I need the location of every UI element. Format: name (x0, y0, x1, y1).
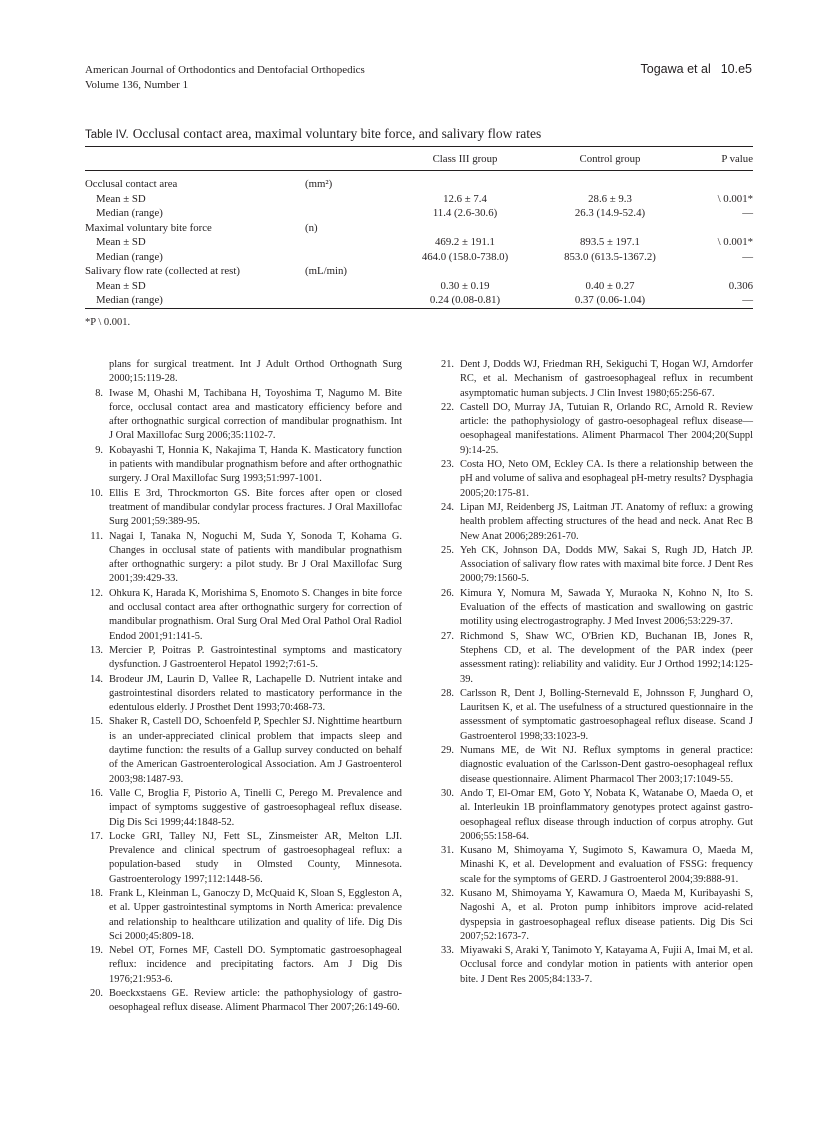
reference-number: 24. (441, 501, 454, 513)
row-label: Salivary flow rate (collected at rest) (85, 265, 240, 277)
table-top-rule (85, 146, 753, 147)
reference-item (85, 387, 402, 444)
cell-class3: 12.6 ± 7.4 (443, 192, 487, 205)
data-table (85, 150, 753, 308)
cell-pvalue (685, 177, 753, 192)
row-unit (305, 279, 395, 294)
journal-name: American Journal of Orthodontics and Dentofacial Orthopedics (85, 64, 365, 76)
reference-number: 20. (90, 988, 103, 1000)
cell-class3: 0.24 (0.08-0.81) (429, 294, 501, 306)
reference-number: 16. (90, 787, 103, 799)
table-row (85, 250, 753, 265)
reference-text: Nebel OT, Fornes MF, Castell DO. Symptomatic gastroesophageal reflux: incidence and precipitating factors. Am J Dig Dis 1976;21:953-6. (109, 945, 402, 985)
cell-pvalue: \ 0.001* (717, 192, 753, 205)
references-right-column (436, 358, 753, 987)
reference-text: Richmond S, Shaw WC, O'Brien KD, Buchanan IB, Jones R, Stephens CD, et al. The development of the PAR index (peer assessment rating): reliability and validity. Eur J Orthod 1992;14:125-39. (460, 630, 753, 685)
cell-pvalue: — (742, 250, 753, 263)
reference-item (85, 444, 402, 487)
row-unit (305, 192, 395, 207)
row-unit (305, 206, 395, 221)
cell-pvalue (685, 221, 753, 236)
reference-number: 27. (441, 630, 454, 642)
table-bottom-rule (85, 308, 753, 309)
reference-text: Ando T, El-Omar EM, Goto Y, Nobata K, Watanabe O, Maeda O, et al. Interleukin 1B proinflammatory genotypes protect against gastro-oesophageal reflux disease through induction of corpus atrophy. Gut 2006;55:158-64. (460, 787, 753, 842)
row-label: Median (range) (96, 294, 163, 306)
reference-item (436, 787, 753, 844)
row-label: Mean ± SD (96, 192, 146, 205)
reference-text: Kusano M, Shimoyama Y, Sugimoto S, Kawamura O, Maeda M, Minashi K, et al. Development and evaluation of FSSG: frequency scale for the symptoms of GERD. J Gastroenterol 2004;39:888-91. (460, 845, 753, 885)
row-unit (305, 235, 395, 250)
cell-class3 (395, 177, 535, 192)
reference-item (85, 644, 402, 673)
reference-number: 17. (90, 830, 103, 842)
col-header-measure (85, 150, 305, 169)
reference-item (436, 630, 753, 687)
reference-text: Costa HO, Neto OM, Eckley CA. Is there a relationship between the pH and volume of saliva and esophageal pH-metry results? Dysphagia 2005;20:175-81. (460, 459, 753, 499)
reference-item (85, 715, 402, 786)
reference-number: 32. (441, 887, 454, 899)
row-unit: (mm²) (305, 178, 333, 190)
cell-control (535, 221, 685, 236)
reference-text: Locke GRI, Talley NJ, Fett SL, Zinsmeister AR, Melton LJI. Prevalence and clinical spectrum of gastroesophageal reflux: a population-based study in Olmsted County, Minnesota. Gastroenterology 1997;112:1448-56. (109, 830, 402, 885)
cell-class3: 11.4 (2.6-30.6) (432, 207, 498, 219)
reference-text: Frank L, Kleinman L, Ganoczy D, McQuaid K, Sloan S, Eggleston A, et al. Upper gastrointestinal symptoms in North America: prevalence and relationship to healthcare utilization and quality of life. Dig Dis Sci 2000;45:809-18. (109, 887, 402, 942)
page-number: 10.e5 (720, 62, 752, 76)
journal-volume: Volume 136, Number 1 (85, 79, 189, 91)
references-left-column (85, 358, 402, 1016)
reference-item (436, 501, 753, 544)
row-unit (305, 293, 395, 308)
cell-pvalue: — (742, 294, 753, 306)
cell-control: 853.0 (613.5-1367.2) (564, 250, 656, 263)
reference-number: 23. (441, 459, 454, 471)
table-label: Table IV. (85, 129, 129, 141)
row-label: Occlusal contact area (85, 178, 178, 190)
reference-item (85, 944, 402, 987)
reference-text: Lipan MJ, Reidenberg JS, Laitman JT. Anatomy of reflux: a growing health problem affecting structures of the head and neck. Anat Rec B New Anat 2006;289:261-70. (460, 501, 753, 542)
cell-control: 28.6 ± 9.3 (588, 192, 632, 205)
reference-text: plans for surgical treatment. Int J Adult Orthod Orthognath Surg 2000;15:119-28. (109, 359, 402, 385)
reference-text: Shaker R, Castell DO, Schoenfeld P, Spechler SJ. Nighttime heartburn is an under-appreciated clinical problem that impacts sleep and daytime function: the results of a Gallup survey conducted on behalf of the American Gastroenterological Association. Am J Gastroenterol 2003;98:1487-93. (109, 716, 402, 785)
running-header-page (631, 62, 752, 76)
table-row (85, 177, 753, 192)
reference-item (85, 587, 402, 644)
cell-class3: 464.0 (158.0-738.0) (421, 250, 509, 263)
reference-number: 26. (441, 587, 454, 599)
reference-item (85, 530, 402, 587)
cell-control: 0.37 (0.06-1.04) (574, 294, 646, 306)
reference-item (436, 844, 753, 887)
reference-item (85, 787, 402, 830)
table-row (85, 279, 753, 294)
reference-number: 9. (95, 444, 103, 456)
reference-text: Dent J, Dodds WJ, Friedman RH, Sekiguchi T, Hogan WJ, Arndorfer RC, et al. Mechanism of gastroesophageal reflux in recumbent asymptomatic human subjects. J Clin Invest 1980;65:256-67. (460, 359, 753, 399)
reference-text: Brodeur JM, Laurin D, Vallee R, Lachapelle D. Nutrient intake and gastrointestinal disorders related to masticatory performance in the edentulous elderly. J Prosthet Dent 1993;70:468-73. (109, 673, 402, 714)
reference-item (85, 487, 402, 530)
reference-text: Boeckxstaens GE. Review article: the pathophysiology of gastro-oesophageal reflux disease. Aliment Pharmacol Ther 2007;26:149-60. (109, 988, 402, 1014)
reference-item (85, 673, 402, 716)
cell-pvalue: 0.306 (728, 279, 753, 292)
reference-number: 13. (90, 644, 103, 656)
reference-item (436, 544, 753, 587)
reference-item (436, 587, 753, 630)
cell-pvalue: — (742, 207, 753, 219)
col-header-class3: Class III group (432, 153, 498, 165)
cell-class3 (395, 264, 535, 279)
reference-text: Yeh CK, Johnson DA, Dodds MW, Sakai S, Rugh JD, Hatch JP. Association of salivary flow rates with maximal bite force. J Dent Res 2000;79:1560-5. (460, 544, 753, 585)
reference-text: Valle C, Broglia F, Pistorio A, Tinelli C, Perego M. Prevalence and impact of symptoms suggestive of gastroesophageal reflux disease. Dig Dis Sci 1999;44:1848-52. (109, 787, 402, 828)
table-title: Occlusal contact area, maximal voluntary bite force, and salivary flow rates (132, 126, 542, 141)
table-header-row (85, 150, 753, 169)
reference-item (436, 687, 753, 744)
reference-number: 19. (90, 945, 103, 957)
cell-control: 0.40 ± 0.27 (585, 279, 635, 292)
row-label: Maximal voluntary bite force (85, 221, 212, 234)
reference-number: 31. (441, 845, 454, 857)
table-row (85, 264, 753, 279)
reference-number: 25. (441, 544, 454, 556)
running-header-journal (85, 63, 365, 93)
reference-number: 29. (441, 745, 454, 757)
row-unit: (mL/min) (305, 265, 347, 277)
reference-text: Ellis E 3rd, Throckmorton GS. Bite forces after open or closed treatment of mandibular condylar process fractures. J Oral Maxillofac Surg 2001;59:389-95. (109, 487, 402, 528)
cell-control (535, 177, 685, 192)
col-header-control: Control group (579, 153, 641, 165)
reference-number: 28. (441, 687, 454, 699)
reference-text: Kimura Y, Nomura M, Sawada Y, Muraoka N, Kohno N, Ito S. Evaluation of the effects of mastication and swallowing on gastric motility using electrogastrography. J Med Invest 2006;53:229-37. (460, 587, 753, 628)
reference-number: 22. (441, 401, 454, 413)
reference-text: Miyawaki S, Araki Y, Tanimoto Y, Katayama A, Fujii A, Imai M, et al. Occlusal force and condylar motion in patients with anterior open bite. J Dent Res 2005;84:133-7. (460, 945, 753, 985)
reference-number: 8. (95, 387, 103, 399)
reference-number: 12. (90, 587, 103, 599)
table-row (85, 221, 753, 236)
cell-control (535, 264, 685, 279)
reference-item (85, 887, 402, 944)
reference-text: Mercier P, Poitras P. Gastrointestinal symptoms and masticatory dysfunction. J Gastroenterol Hepatol 1992;7:61-5. (109, 644, 402, 671)
running-authors: Togawa et al (640, 62, 711, 76)
table-row (85, 235, 753, 250)
row-label: Median (range) (96, 207, 163, 219)
row-label: Median (range) (96, 250, 163, 263)
cell-class3: 469.2 ± 191.1 (435, 236, 495, 248)
reference-text: Kobayashi T, Honnia K, Nakajima T, Handa K. Masticatory function in patients with mandibular prognathism before and after orthognathic surgery. J Oral Maxillofac Surg 1993;51:997-1001. (109, 444, 402, 485)
col-header-unit (305, 150, 395, 169)
reference-number: 21. (441, 359, 454, 370)
reference-item (436, 744, 753, 787)
reference-item (85, 987, 402, 1016)
reference-text: Iwase M, Ohashi M, Tachibana H, Toyoshima T, Nagumo M. Bite force, occlusal contact area and masticatory efficiency before and after orthognathic surgical correction of mandibular prognathism. Int J Oral Maxillofac Surg 2006;35:1102-7. (109, 387, 402, 442)
reference-item (85, 358, 402, 387)
reference-text: Nagai I, Tanaka N, Noguchi M, Suda Y, Sonoda T, Kohama G. Changes in occlusal state of patients with mandibular prognathism after orthognathic surgery: a pilot study. Br J Oral Maxillofac Surg 2001;39:429-33. (109, 530, 402, 585)
row-label: Mean ± SD (96, 236, 146, 248)
reference-number: 10. (90, 487, 103, 499)
reference-item (436, 944, 753, 987)
cell-class3 (395, 221, 535, 236)
row-unit: (n) (305, 221, 318, 234)
reference-number: 11. (90, 530, 103, 542)
cell-control: 893.5 ± 197.1 (580, 236, 640, 248)
reference-item (436, 458, 753, 501)
table-row (85, 206, 753, 221)
reference-text: Kusano M, Shimoyama Y, Kawamura O, Maeda M, Kuribayashi S, Nagoshi A, et al. Proton pump inhibitors improve acid-related dyspepsia in gastroesophageal reflux disease patients. Dig Dis Sci 2007;52:1673-7. (460, 887, 753, 942)
reference-number: 33. (441, 945, 454, 957)
reference-item (436, 358, 753, 401)
row-unit (305, 250, 395, 265)
table-row (85, 293, 753, 308)
reference-item (85, 830, 402, 887)
reference-number: 14. (90, 673, 103, 685)
table-caption (85, 126, 753, 142)
reference-number: 18. (90, 887, 103, 899)
cell-class3: 0.30 ± 0.19 (440, 279, 490, 292)
cell-pvalue: \ 0.001* (717, 236, 753, 248)
reference-number: 15. (90, 716, 103, 728)
table-footnote: *P \ 0.001. (85, 317, 131, 328)
cell-pvalue (685, 264, 753, 279)
reference-item (436, 887, 753, 944)
col-header-pvalue: P value (721, 153, 753, 165)
reference-text: Carlsson R, Dent J, Bolling-Sternevald E, Johnsson F, Junghard O, Lauritsen K, et al. The usefulness of a structured questionnaire in the assessment of symptomatic gastroesophageal reflux disease. Scand J Gastroenterol 1998;33:1023-9. (460, 687, 753, 742)
reference-number: 30. (441, 787, 454, 799)
reference-text: Numans ME, de Wit NJ. Reflux symptoms in general practice: diagnostic evaluation of the Carlsson-Dent gastro-oesophageal reflux disease questionnaire. Aliment Pharmacol Ther 2003;17:1049-55. (460, 745, 753, 785)
reference-text: Castell DO, Murray JA, Tutuian R, Orlando RC, Arnold R. Review article: the pathophysiology of gastro-oesophageal reflux disease—oesophageal manifestations. Aliment Pharmacol Ther 2004;20(Suppl 9):14-25. (460, 401, 753, 456)
reference-item (436, 401, 753, 458)
cell-control: 26.3 (14.9-52.4) (574, 207, 646, 219)
table-row (85, 192, 753, 207)
row-label: Mean ± SD (96, 279, 146, 292)
reference-text: Ohkura K, Harada K, Morishima S, Enomoto S. Changes in bite force and occlusal contact area after orthognathic surgery for correction of mandibular prognathism. Oral Surg Oral Med Oral Pathol Oral Radiol Endod 2001;91:141-5. (109, 587, 402, 642)
